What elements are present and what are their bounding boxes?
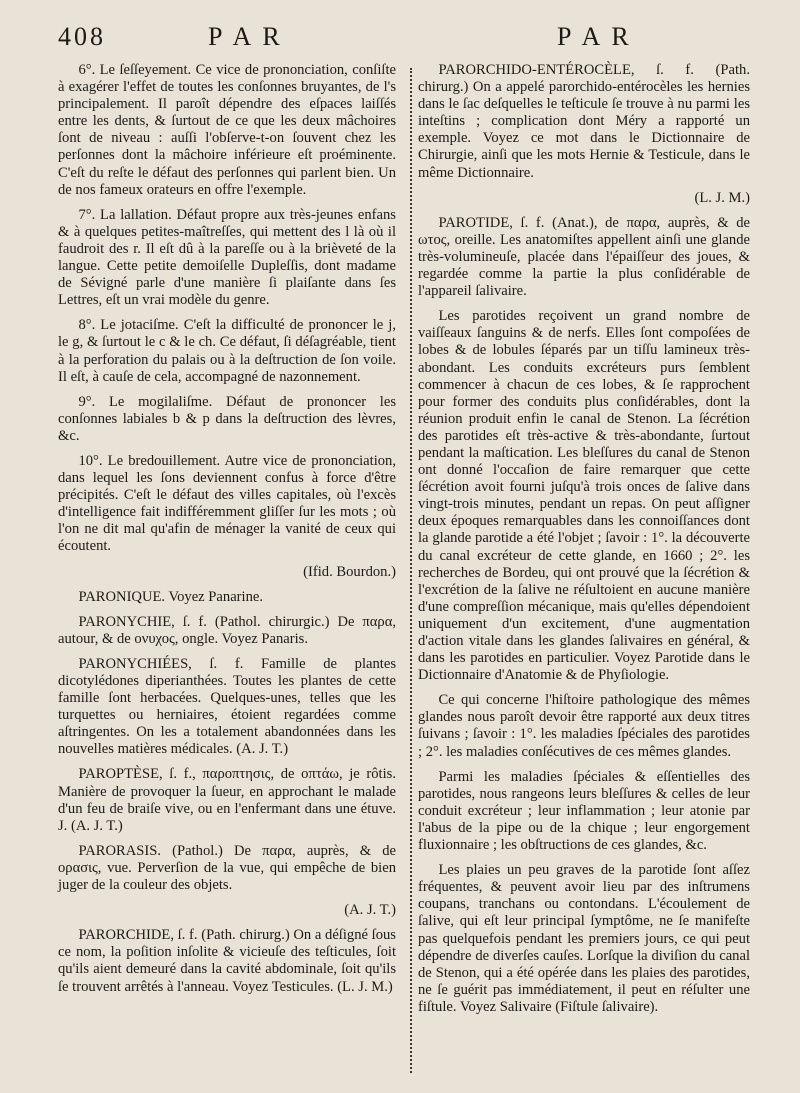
author-signature: (Ifid. Bourdon.) <box>303 563 396 580</box>
entry-parorchido-enterocele: PARORCHIDO-ENTÉROCÈLE, ſ. f. (Path. chirurg.) On a appelé parorchido-entérocèles les hernies dans le ſac deſquelles le teſticule ſe trouve à nu parmi les inteſtins ; complication dont Méry a rapporté un exemple. Voyez ce mot dans le Dictionnaire de Chirurgie, ainſi que les mots Hernie & Testicule, dans le même Dictionnaire. <box>418 62 750 181</box>
paragraph-special-diseases: Parmi les maladies ſpéciales & eſſentielles des parotides, nous rangeons leurs bleſſures & celles de leur conduit excréteur ; leur inflammation ; leur atonie par l'abus de la pipe ou de la chique ; leur engorgement fluxionnaire ; les obſtructions de ces glandes, &c. <box>418 768 750 854</box>
paragraph-parotides-structure: Les parotides reçoivent un grand nombre de vaiſſeaux ſanguins & de nerfs. Elles ſont compoſées de lobes & de lobules ſéparés par un tiſſu lamineux très-abondant. Les conduits excréteurs purs ſemblent commencer à chacun de ces lobes, & ſe rapprochent pour former des conduits plus conſidérables, dont la réunion produit enfin le canal de Stenon. La ſécrétion des parotides eſt très-active & très-abondante, ſurtout pendant la maſtication. Les bleſſures du canal de Stenon ont donné l'occaſion de faire remarquer que cette ſécrétion avoit fourni juſqu'à trois onces de ſalive dans vingt-trois minutes, pendant un repas. On peut aſſigner deux époques remarquables dans les connoiſſances dont la glande parotide a été l'objet ; ſavoir : 1°. la découverte du canal excréteur de cette glande, en 1660 ; 2°. les recherches de Bordeu, qui ont prouvé que la ſécrétion & l'excrétion de la ſalive ne réſultoient en aucune manière d'une compreſſion mécanique, mais qu'elles dépendoient uniquement d'un excitement, d'une augmentation d'action vitale dans les glandes ſalivaires en général, & dans les parotides en particulier. Voyez Parotide dans le Dictionnaire d'Anatomie & de Phyſiologie. <box>418 308 750 684</box>
left-running-head: P A R <box>208 22 283 51</box>
entry-lallation: 7°. La lallation. Défaut propre aux très-jeunes enfans & à quelques petites-maîtreſſes, qui mettent des l là où il faudroit des r. Il eſt dû à la pareſſe ou à la brièveté de la langue. Cette petite demoiſelle Dupleſſis, dont madame de Sévigné parle d'une manière ſi plaiſante dans ſes Lettres, eſt un vrai modèle du genre. <box>58 206 396 309</box>
page-header <box>0 22 800 56</box>
right-running-head: P A R <box>557 22 632 51</box>
page-number: 408 <box>58 22 106 51</box>
left-column <box>58 62 396 1004</box>
author-signature: (L. J. M.) <box>694 189 750 206</box>
entry-paroptese: PAROPTÈSE, ſ. f., παροπτησις, de οπτάω, je rôtis. Manière de provoquer la ſueur, en approchant le malade d'un feu de braiſe vive, ou en l'enfermant dans une étuve. J. (A. J. T.) <box>58 766 396 834</box>
entry-sesseyement: 6°. Le ſeſſeyement. Ce vice de prononciation, conſiſte à exagérer l'effet de toutes les conſonnes bruyantes, de l's principalement. Il paroît dépendre des eſpaces laiſſés entre les dents, & ſurtout de ce que les deux mâchoires ſont de niveau : auſſi l'obſerve-t-on ſouvent chez les perſonnes dont la mâchoire inférieure eſt proéminente. C'eſt du reſte le défaut des perſonnes qui parlent bien. Un de nos fameux orateurs en offre l'exemple. <box>58 62 396 198</box>
right-column <box>418 62 750 1024</box>
entry-parorasis: PARORASIS. (Pathol.) De παρα, auprès, & de ορασις, vue. Perverſion de la vue, qui empêche de bien juger de la couleur des objets. <box>58 842 396 894</box>
entry-parotide: PAROTIDE, ſ. f. (Anat.), de παρα, auprès, & de ωτος, oreille. Les anatomiſtes appellent ainſi une glande très-volumineuſe, placée dans l'épaiſſeur des joues, & regardée comme la partie la plus conſidérable de l'appareil ſalivaire. <box>418 214 750 300</box>
entry-jotacisme: 8°. Le jotaciſme. C'eſt la difficulté de prononcer le j, le g, & ſurtout le c & le ch. Ce défaut, ſi déſagréable, tient à la perforation du palais ou à la deſtruction de ſon voile. Il eſt, à cauſe de cela, accompagné de nazonnement. <box>58 317 396 385</box>
entry-parorchide: PARORCHIDE, ſ. f. (Path. chirurg.) On a déſigné ſous ce nom, la poſition inſolite & vicieuſe des teſticules, ſoit qu'ils aient demeuré dans la cavité abdominale, ſoit qu'ils ſe trouvent arrêtés à l'anneau. Voyez Testicules. (L. J. M.) <box>58 927 396 995</box>
entry-mogilalisme: 9°. Le mogilaliſme. Défaut de prononcer les conſonnes labiales b & p dans la deſtruction des lèvres, &c. <box>58 393 396 444</box>
column-divider <box>410 68 412 1073</box>
paragraph-wounds: Les plaies un peu graves de la parotide ſont aſſez fréquentes, & peuvent avoir lieu par des inſtrumens coupans, tranchans ou contondans. L'écoulement de ſalive, qui eſt leur principal ſymptôme, ne ſe manifeſte pas quelquefois pendant les premiers jours, ce qui peut dépendre de diverſes cauſes. Lorſque la diviſion du canal de Stenon, qui a été opérée dans les plaies des parotides, ne ſe guérit pas immédiatement, il peut en réſulter une fiſtule. Voyez Salivaire (Fiſtule ſalivaire). <box>418 862 750 1015</box>
paragraph-pathology: Ce qui concerne l'hiſtoire pathologique des mêmes glandes nous paroît devoir être rapporté aux deux titres ſuivans ; ſavoir : 1°. les maladies ſpéciales des parotides ; 2°. les maladies conſécutives de ces mêmes glandes. <box>418 692 750 760</box>
entry-bredouillement: 10°. Le bredouillement. Autre vice de prononciation, dans lequel les ſons deviennent confus à force d'être précipités. C'eſt le défaut des villes capitales, où l'excès d'intelligence fait indifféremment gliſſer ſur les mots ; où l'on ne dit mal qu'afin de ménager la vanité de ceux qui écoutent. <box>58 452 396 555</box>
author-signature: (A. J. T.) <box>344 902 396 919</box>
entry-paronychie: PARONYCHIE, ſ. f. (Pathol. chirurgic.) De παρα, autour, & de ονυχος, ongle. Voyez Panaris. <box>58 613 396 647</box>
entry-paronique: PARONIQUE. Voyez Panarine. <box>78 588 264 605</box>
entry-paronychiees: PARONYCHIÉES, ſ. f. Famille de plantes dicotylédones diperianthées. Toutes les plantes de cette famille ſont herbacées. Quelques-unes, telles que les turquettes ou herniaires, étoient regardées comme aſtringentes. On les a totalement abandonnées dans les nouvelles matières médicales. (A. J. T.) <box>58 655 396 758</box>
